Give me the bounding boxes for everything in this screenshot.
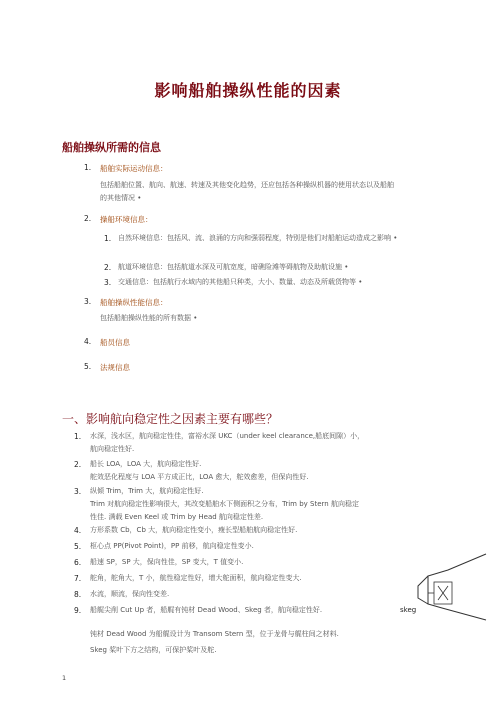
item-line: 船长 LOA，LOA 大，航向稳定性好.	[90, 460, 202, 468]
item-number: 1.	[84, 163, 92, 172]
subitem-number: 2.	[104, 263, 112, 272]
item-line: 水深，浅水区，航向稳定性佳，富裕水深 UKC（under keel clearance,船底间隙）小，	[90, 432, 365, 440]
item-text: 包括船舶位置、航向、航速、转速及其他变化趋势，还应包括各种操纵机器的使用状态以及船舶的其他情况 •	[100, 181, 394, 202]
item-number: 1.	[74, 432, 82, 441]
subitem-text: 交通信息：包括航行水域内的其他船只种类，大小、数量、动态及所载货物等 •	[118, 278, 363, 286]
item-line: 舵效恶化程度与 LOA 平方成正比，LOA 愈大，舵效愈差，但保向性好.	[90, 473, 309, 481]
subitem-number: 3.	[104, 278, 112, 287]
trailing-text: 钝材 Dead Wood 为船艉设计为 Transom Stern 型，位于龙骨与艉柱间之材料.	[90, 630, 339, 638]
item-number: 3.	[74, 487, 82, 496]
item-number: 4.	[84, 337, 92, 346]
item-text: 船艉尖削 Cut Up 者，船艉有钝材 Dead Wood、Skeg 者，航向稳定性好.	[90, 606, 323, 614]
item-text	[90, 458, 420, 484]
item-label: 法规信息	[100, 363, 130, 372]
item-label: 船舶实际运动信息：	[100, 164, 168, 173]
item-line: 纵倾 Trim，Trim 大，航向稳定性好.	[90, 487, 204, 495]
item-number: 7.	[74, 574, 82, 583]
item-number: 2.	[84, 214, 92, 223]
item-number: 6.	[74, 558, 82, 567]
item-label: 操船环境信息：	[100, 215, 153, 224]
item-text: 枢心点 PP(Pivot Point)，PP 前移，航向稳定性变小.	[90, 542, 254, 550]
item-label: 船舶操纵性能信息：	[100, 298, 168, 307]
item-number: 8.	[74, 590, 82, 599]
subitem-number: 1.	[104, 234, 112, 243]
item-text: 舵角，舵角大，T 小，航性稳定性好，增大舵面积，航向稳定性变大.	[90, 574, 302, 582]
page-number: 1	[62, 674, 67, 682]
page-title: 影响船舶操纵性能的因素	[154, 81, 342, 100]
section-heading-info: 船舶操纵所需的信息	[62, 141, 161, 154]
item-number: 3.	[84, 297, 92, 306]
trailing-text: Skeg 桨叶下方之结构，可保护桨叶及舵.	[90, 646, 217, 654]
item-line: Trim 对航向稳定性影响很大，其改变船舶水下侧面积之分布，Trim by Stern 航向稳定	[90, 500, 359, 508]
item-text: 包括船舶操纵性能的所有数据 •	[100, 314, 198, 322]
item-text	[90, 430, 420, 456]
stern-skeg-diagram	[388, 552, 488, 622]
item-text: 水流，顺流，保向性变差.	[90, 590, 170, 598]
item-text: 船速 SP，SP 大，保向性佳，SP 变大，T 值变小.	[90, 558, 244, 566]
item-label: 船员信息	[100, 338, 130, 347]
item-number: 4.	[74, 526, 82, 535]
section-heading-course-stability: 一、影响航向稳定性之因素主要有哪些？	[62, 412, 279, 426]
item-number: 5.	[84, 362, 92, 371]
subitem-text: 航道环境信息：包括航道水深及可航宽度，暗礁险滩等碍航物及助航设施 •	[118, 263, 349, 271]
item-text: 方形系数 Cb，Cb 大，航向稳定性变小，瘦长型船舶航向稳定性好.	[90, 526, 298, 534]
skeg-label: skeg	[400, 606, 417, 614]
item-number: 5.	[74, 542, 82, 551]
item-line: 航向稳定性好.	[90, 445, 135, 453]
item-number: 2.	[74, 460, 82, 469]
item-number: 9.	[74, 606, 82, 615]
subitem-text: 自然环境信息：包括风、流、浪涌的方向和强弱程度，特别是他们对船舶运动造成之影响 •	[118, 234, 398, 242]
item-line: 性佳. 满载 Even Keel 或 Trim by Head 航向稳定性差.	[90, 513, 264, 521]
item-text	[90, 485, 420, 524]
